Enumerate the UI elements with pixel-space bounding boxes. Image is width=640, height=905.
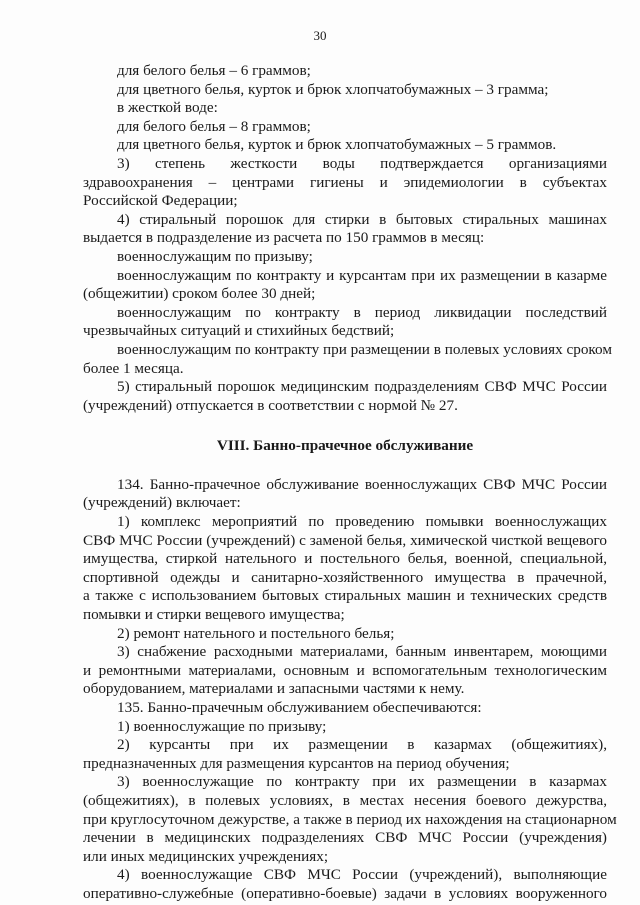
text-line: лечении в медицинских подразделениях СВФ МЧС России (учреждения) [83,829,607,847]
text-line: военнослужащим по контракту при размещении в полевых условиях сроком [117,340,612,358]
text-line: чрезвычайных ситуаций и стихийных бедствий; [83,322,395,340]
text-line: 4) стиральный порошок для стирки в бытовых стиральных машинах [117,210,607,228]
text-line: здравоохранения – центрами гигиены и эпидемиологии в субъектах [83,173,607,191]
text-line: помывки и стирки вещевого имущества; [83,606,345,624]
text-block-after-heading [83,475,617,904]
text-line: (учреждений) включает: [83,494,241,512]
text-line: 1) военнослужащие по призыву; [117,717,327,735]
text-line: выдается в подразделение из расчета по 150 граммов в месяц: [83,229,485,247]
page-content [83,62,617,904]
text-line: 135. Банно-прачечным обслуживанием обеспечиваются: [117,699,482,716]
text-line: для белого белья – 6 граммов; [117,62,311,79]
text-line: в жесткой воде: [117,99,218,117]
text-line: оборудованием, материалами и запасными частями к нему. [83,680,465,698]
text-line: или иных медицинских учреждениях; [83,847,329,865]
text-line: 3) военнослужащие по контракту при их размещении в казармах [117,773,607,791]
text-line: для белого белья – 8 граммов; [117,117,311,135]
text-line: а также с использованием бытовых стиральных машин и технических средств [83,587,607,605]
text-line: 2) курсанты при их размещении в казармах (общежитиях), [117,736,607,754]
text-line: военнослужащим по контракту в период ликвидации последствий [117,303,607,321]
text-line: более 1 месяца. [83,359,184,377]
section-heading: VIII. Банно-прачечное обслуживание [216,437,474,455]
text-line: военнослужащим по призыву; [117,247,313,265]
text-line: 1) комплекс мероприятий по проведению помывки военнослужащих [117,513,607,531]
text-line: 3) степень жесткости воды подтверждается организациями [117,154,607,172]
text-line: (учреждений) отпускается в соответствии с нормой № 27. [83,396,458,414]
text-line: 2) ремонт нательного и постельного белья; [117,624,395,642]
text-line: при круглосуточном дежурстве, а также в период их нахождения на стационарном [83,810,617,828]
text-line: 134. Банно-прачечное обслуживание военнослужащих СВФ МЧС России [117,475,607,493]
text-line: и ремонтными материалами, основным и вспомогательным технологическим [83,661,607,679]
text-line: имущества, стиркой нательного и постельного белья, военной, специальной, [83,550,607,568]
text-block-before-heading [83,62,612,415]
text-line: для цветного белья, курток и брюк хлопчатобумажных – 3 грамма; [117,80,549,98]
text-line: Российской Федерации; [83,192,238,210]
text-line: (общежитиях), в полевых условиях, в местах несения боевого дежурства, [83,791,607,809]
text-line: военнослужащим по контракту и курсантам при их размещении в казарме [117,266,607,284]
text-line: предназначенных для размещения курсантов на период обучения; [83,754,510,772]
text-line: 5) стиральный порошок медицинским подразделениям СВФ МЧС России [117,378,607,396]
page-number: 30 [313,28,327,43]
text-line: для цветного белья, курток и брюк хлопчатобумажных – 5 граммов. [117,136,557,154]
text-line: 4) военнослужащие СВФ МЧС России (учреждений), выполняющие [117,866,607,884]
text-line: (общежитии) сроком более 30 дней; [83,285,316,303]
text-line: спортивной одежды и санитарно-хозяйственного имущества в прачечной, [83,568,607,586]
text-line: оперативно-служебные (оперативно-боевые) задачи в условиях вооруженного [83,884,607,902]
text-line: СВФ МЧС России (учреждений) с заменой белья, химической чисткой вещевого [83,531,607,549]
text-line: 3) снабжение расходными материалами, банным инвентарем, моющими [117,643,607,661]
